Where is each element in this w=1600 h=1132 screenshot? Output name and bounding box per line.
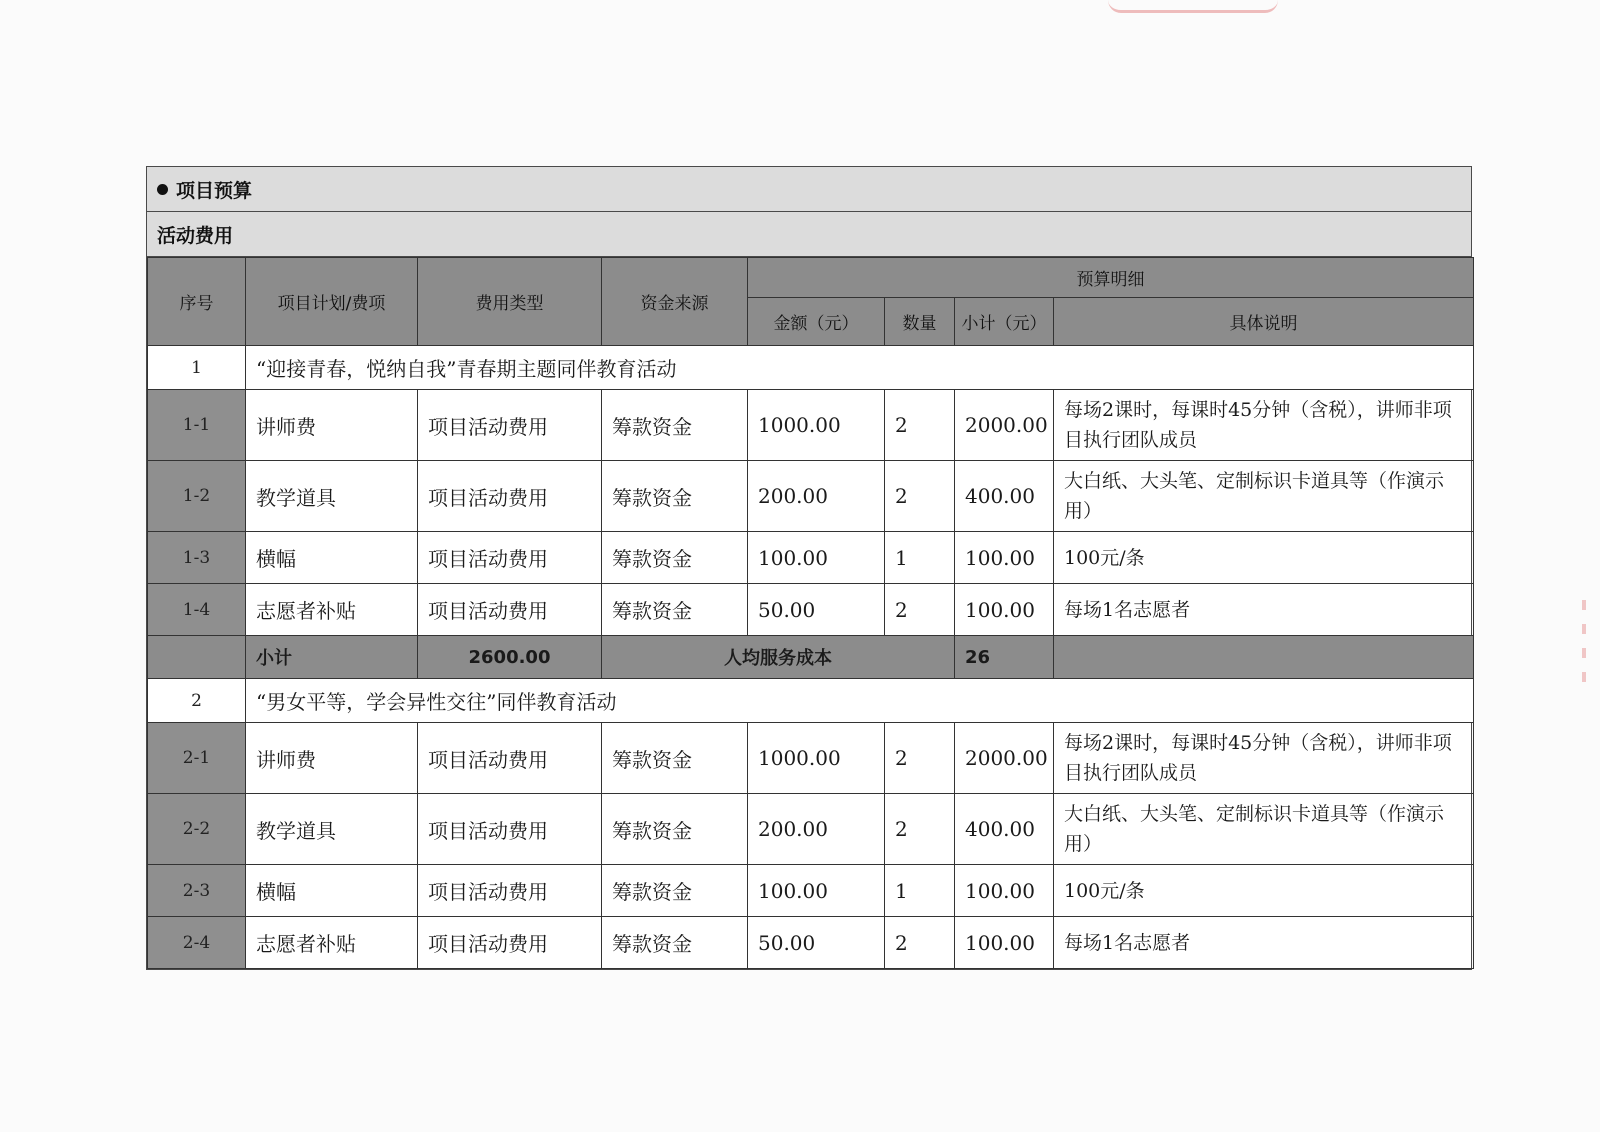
subtotal-cell: 2000.00 xyxy=(955,390,1054,461)
subtotal-cell: 100.00 xyxy=(955,865,1054,917)
qty-cell: 2 xyxy=(885,794,955,865)
note-cell: 大白纸、大头笔、定制标识卡道具等（作演示用） xyxy=(1054,794,1474,865)
subtotal-cell: 400.00 xyxy=(955,461,1054,532)
row-number: 1-3 xyxy=(148,532,246,584)
amount-cell: 50.00 xyxy=(748,917,885,969)
note-cell: 每场2课时，每课时45分钟（含税），讲师非项目执行团队成员 xyxy=(1054,390,1474,461)
summary-total: 2600.00 xyxy=(418,636,602,679)
amount-cell: 1000.00 xyxy=(748,390,885,461)
table-row xyxy=(148,865,1474,917)
group-number: 1 xyxy=(148,346,246,390)
type-cell: 项目活动费用 xyxy=(418,461,602,532)
group-row xyxy=(148,346,1474,390)
header-source: 资金来源 xyxy=(602,258,748,346)
header-type: 费用类型 xyxy=(418,258,602,346)
amount-cell: 200.00 xyxy=(748,794,885,865)
amount-cell: 100.00 xyxy=(748,532,885,584)
note-cell: 每场1名志愿者 xyxy=(1054,917,1474,969)
subtotal-cell: 100.00 xyxy=(955,917,1054,969)
qty-cell: 1 xyxy=(885,865,955,917)
row-number: 1-2 xyxy=(148,461,246,532)
note-cell: 每场2课时，每课时45分钟（含税），讲师非项目执行团队成员 xyxy=(1054,723,1474,794)
qty-cell: 2 xyxy=(885,584,955,636)
item-cell: 教学道具 xyxy=(246,461,418,532)
item-cell: 教学道具 xyxy=(246,794,418,865)
budget-table xyxy=(147,257,1474,969)
type-cell: 项目活动费用 xyxy=(418,865,602,917)
qty-cell: 2 xyxy=(885,917,955,969)
subtotal-cell: 100.00 xyxy=(955,584,1054,636)
type-cell: 项目活动费用 xyxy=(418,723,602,794)
group-number: 2 xyxy=(148,679,246,723)
section-title: 项目预算 xyxy=(176,179,253,202)
source-cell: 筹款资金 xyxy=(602,390,748,461)
subsection-title-bar xyxy=(147,212,1471,257)
budget-sheet xyxy=(146,166,1472,970)
row-number: 2-2 xyxy=(148,794,246,865)
header-amount: 金额（元） xyxy=(748,298,885,346)
row-number: 2-1 xyxy=(148,723,246,794)
header-note: 具体说明 xyxy=(1054,298,1474,346)
header-subtotal: 小计（元） xyxy=(955,298,1054,346)
item-cell: 横幅 xyxy=(246,865,418,917)
table-row xyxy=(148,917,1474,969)
row-number: 2-4 xyxy=(148,917,246,969)
source-cell: 筹款资金 xyxy=(602,584,748,636)
item-cell: 讲师费 xyxy=(246,723,418,794)
group-title: “男女平等，学会异性交往”同伴教育活动 xyxy=(246,679,1474,723)
item-cell: 志愿者补贴 xyxy=(246,917,418,969)
group-row xyxy=(148,679,1474,723)
amount-cell: 100.00 xyxy=(748,865,885,917)
qty-cell: 1 xyxy=(885,532,955,584)
note-cell: 100元/条 xyxy=(1054,532,1474,584)
bullet-icon xyxy=(157,184,168,195)
qty-cell: 2 xyxy=(885,390,955,461)
type-cell: 项目活动费用 xyxy=(418,917,602,969)
red-stamp-fragment xyxy=(1108,0,1278,13)
item-cell: 讲师费 xyxy=(246,390,418,461)
subtotal-cell: 400.00 xyxy=(955,794,1054,865)
table-row xyxy=(148,532,1474,584)
source-cell: 筹款资金 xyxy=(602,723,748,794)
subsection-title: 活动费用 xyxy=(157,224,234,247)
summary-label: 小计 xyxy=(246,636,418,679)
header-detail: 预算明细 xyxy=(748,258,1474,298)
amount-cell: 200.00 xyxy=(748,461,885,532)
red-seal-edge xyxy=(1582,600,1586,720)
source-cell: 筹款资金 xyxy=(602,794,748,865)
header-item: 项目计划/费项 xyxy=(246,258,418,346)
qty-cell: 2 xyxy=(885,723,955,794)
item-cell: 志愿者补贴 xyxy=(246,584,418,636)
subtotal-cell: 2000.00 xyxy=(955,723,1054,794)
table-row xyxy=(148,584,1474,636)
qty-cell: 2 xyxy=(885,461,955,532)
source-cell: 筹款资金 xyxy=(602,461,748,532)
amount-cell: 1000.00 xyxy=(748,723,885,794)
note-cell: 每场1名志愿者 xyxy=(1054,584,1474,636)
section-title-bar xyxy=(147,167,1471,212)
per-capita-value: 26 xyxy=(955,636,1054,679)
source-cell: 筹款资金 xyxy=(602,917,748,969)
header-seq: 序号 xyxy=(148,258,246,346)
source-cell: 筹款资金 xyxy=(602,532,748,584)
type-cell: 项目活动费用 xyxy=(418,794,602,865)
row-number: 1-1 xyxy=(148,390,246,461)
table-row xyxy=(148,723,1474,794)
amount-cell: 50.00 xyxy=(748,584,885,636)
type-cell: 项目活动费用 xyxy=(418,390,602,461)
item-cell: 横幅 xyxy=(246,532,418,584)
subtotal-cell: 100.00 xyxy=(955,532,1054,584)
type-cell: 项目活动费用 xyxy=(418,584,602,636)
row-number: 2-3 xyxy=(148,865,246,917)
summary-row xyxy=(148,636,1474,679)
type-cell: 项目活动费用 xyxy=(418,532,602,584)
group-title: “迎接青春，悦纳自我”青春期主题同伴教育活动 xyxy=(246,346,1474,390)
table-row xyxy=(148,794,1474,865)
header-qty: 数量 xyxy=(885,298,955,346)
note-cell: 大白纸、大头笔、定制标识卡道具等（作演示用） xyxy=(1054,461,1474,532)
source-cell: 筹款资金 xyxy=(602,865,748,917)
per-capita-label: 人均服务成本 xyxy=(602,636,955,679)
note-cell: 100元/条 xyxy=(1054,865,1474,917)
table-row xyxy=(148,390,1474,461)
row-number: 1-4 xyxy=(148,584,246,636)
table-row xyxy=(148,461,1474,532)
